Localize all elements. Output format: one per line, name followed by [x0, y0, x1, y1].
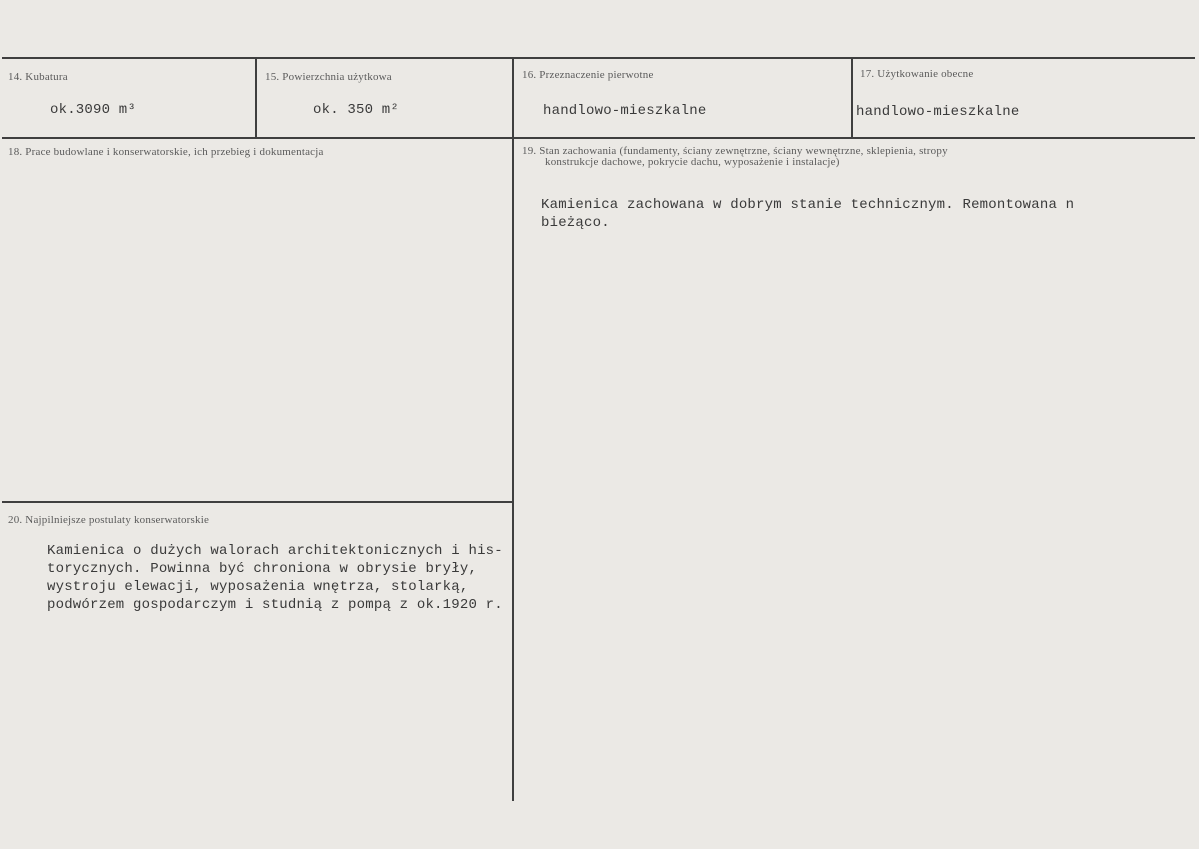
- divider-16-17: [851, 58, 853, 138]
- field-16-label: 16. Przeznaczenie pierwotne: [522, 69, 654, 81]
- field-19-label-continued: konstrukcje dachowe, pokrycie dachu, wyposażenie i instalacje): [545, 156, 840, 168]
- field-20-label: 20. Najpilniejsze postulaty konserwatorskie: [8, 514, 210, 526]
- field-19-label: 19. Stan zachowania (fundamenty, ściany zewnętrzne, ściany wewnętrzne, sklepienia, stropy: [522, 145, 948, 157]
- field-19-line: Kamienica zachowana w dobrym stanie technicznym. Remontowana n: [541, 197, 1075, 213]
- field-20-line: wystroju elewacji, wyposażenia wnętrza, stolarką,: [47, 579, 469, 595]
- field-14-value: ok.3090 m³: [50, 102, 137, 118]
- field-15-value: ok. 350 m²: [313, 102, 400, 118]
- field-17-value: handlowo-mieszkalne: [856, 104, 1020, 120]
- field-15-label: 15. Powierzchnia użytkowa: [265, 71, 392, 83]
- field-20-text: [47, 542, 507, 614]
- field-20-line: podwórzem gospodarczym i studnią z pompą z ok.1920 r.: [47, 597, 503, 613]
- field-19-text: [541, 196, 1141, 232]
- top-rule: [2, 57, 1195, 59]
- field-18-label: 18. Prace budowlane i konserwatorskie, ich przebieg i dokumentacja: [8, 146, 324, 158]
- field-20-line: torycznych. Powinna być chroniona w obrysie bryły,: [47, 561, 478, 577]
- field-17-label: 17. Użytkowanie obecne: [860, 68, 974, 80]
- row1-bottom-rule: [2, 137, 1195, 139]
- divider-14-15: [255, 58, 257, 138]
- field-14-label: 14. Kubatura: [8, 71, 68, 83]
- section18-bottom-rule: [2, 501, 514, 503]
- field-16-value: handlowo-mieszkalne: [543, 103, 707, 119]
- field-19-line: bieżąco.: [541, 215, 610, 231]
- divider-15-16: [512, 58, 514, 801]
- field-20-line: Kamienica o dużych walorach architektonicznych i his-: [47, 543, 503, 559]
